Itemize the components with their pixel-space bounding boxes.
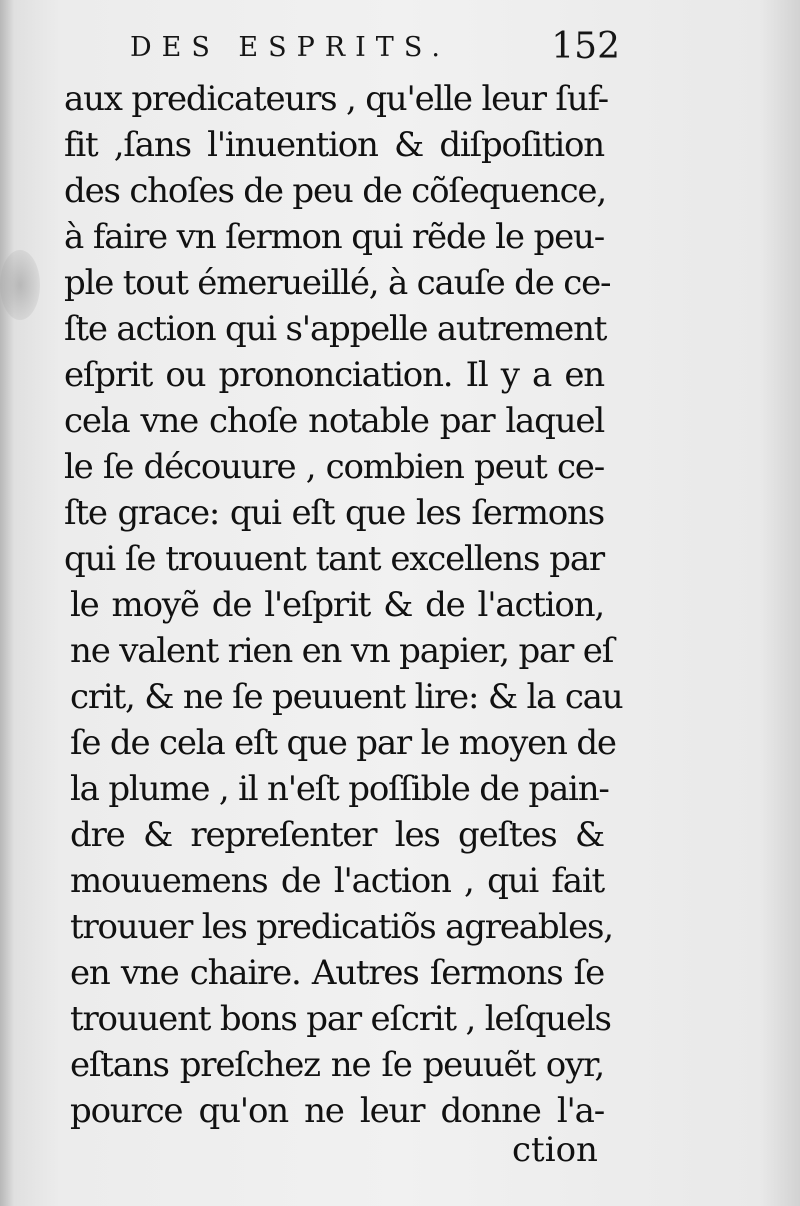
text-line: dre & repreſenter les geſtes & <box>70 815 604 855</box>
text-line: eſtans preſchez ne ſe peuuẽt oyr, <box>70 1045 604 1085</box>
text-line: ple tout émerueillé, à cauſe de ce- <box>64 263 611 303</box>
text-line: ſte action qui s'appelle autrement <box>64 309 607 349</box>
text-line: ne valent rien en vn papier, par eſ <box>70 631 614 671</box>
paper-stain <box>0 250 40 320</box>
text-line: cela vne choſe notable par laquel <box>64 401 604 441</box>
text-line: le moyẽ de l'eſprit & de l'action, <box>70 585 604 625</box>
text-line: ſte grace: qui eſt que les ſermons <box>64 493 604 533</box>
text-line: des choſes de peu de cõſequence, <box>64 171 606 211</box>
text-line: ſe de cela eſt que par le moyen de <box>70 723 616 763</box>
catchword: ction <box>512 1130 598 1170</box>
running-title: DES ESPRITS. <box>130 32 450 63</box>
text-line: mouuemens de l'action , qui fait <box>70 861 604 901</box>
text-line: en vne chaire. Autres ſermons ſe <box>70 953 604 993</box>
body-text <box>64 76 623 1134</box>
text-line: pource qu'on ne leur donne l'a- <box>70 1091 604 1131</box>
text-line: aux predicateurs , qu'elle leur ſuf- <box>64 79 608 119</box>
text-line: fit ,ſans l'inuention & diſpoſition <box>64 125 604 165</box>
text-line: crit, & ne ſe peuuent lire: & la cau <box>70 677 623 717</box>
gutter-shadow <box>0 0 14 1206</box>
text-line: eſprit ou prononciation. Il y a en <box>64 355 604 395</box>
text-line: la plume , il n'eſt poſſible de pain- <box>70 769 609 809</box>
text-line: le ſe découure , combien peut ce- <box>64 447 604 487</box>
text-line: qui ſe trouuent tant excellens par <box>64 539 604 579</box>
page-number: 152 <box>551 26 620 67</box>
page-header <box>130 22 620 72</box>
text-line: à faire vn ſermon qui rẽde le peu- <box>64 217 604 257</box>
text-line: trouuent bons par eſcrit , leſquels <box>70 999 611 1039</box>
text-line: trouuer les predicatiõs agreables, <box>70 907 613 947</box>
